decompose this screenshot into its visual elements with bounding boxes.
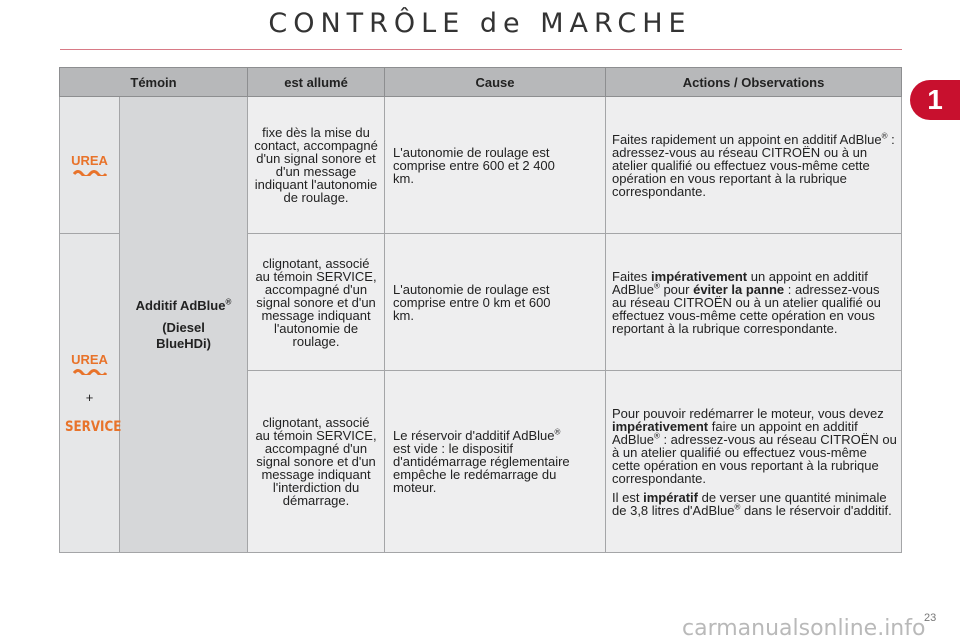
cause-text-part: Le réservoir d'additif AdBlue (393, 428, 555, 443)
page-number: 23 (924, 612, 937, 624)
urea-wave-icon (73, 367, 107, 375)
action-text-part: pour (659, 281, 694, 297)
action-text-part: Il est (612, 489, 644, 505)
action-text-part: Faites rapidement un appoint en additif AdBlue (612, 131, 882, 147)
registered-mark: ® (225, 297, 232, 307)
urea-icon-label: UREA (71, 153, 108, 168)
action-text-part: : adressez-vous au réseau CITROËN ou à un atelier qualifié ou effectuez vous-même cette opération en vous reportant à la rubrique correspondante. (612, 131, 895, 199)
cause-cell (385, 371, 606, 553)
cause-cell (385, 234, 606, 371)
action-emphasis: impérativement (651, 268, 748, 284)
condition-text: clignotant, associé au témoin SERVICE, accompagné d'un signal sonore et d'un message indiquant l'interdiction du démarrage. (255, 415, 377, 508)
condition-text: fixe dès la mise du contact, accompagné d'un signal sonore et d'un message indiquant l'autonomie de roulage. (254, 125, 378, 205)
urea-icon (71, 353, 108, 375)
watermark: carmanualsonline.info (682, 616, 926, 641)
header-actions: Actions / Observations (606, 68, 902, 97)
registered-mark: ® (653, 431, 660, 441)
action-text-part: : adressez-vous au réseau CITROËN ou à un atelier qualifié ou effectuez vous-même cette opération en vous reportant à la rubrique correspondante. (612, 281, 881, 336)
indicator-name: Additif AdBlue (135, 297, 226, 313)
title-divider (60, 49, 902, 50)
plus-sign: + (85, 389, 94, 405)
action-text-part: dans le réservoir d'additif. (740, 502, 892, 518)
header-temoin: Témoin (60, 68, 248, 97)
action-emphasis: impérativement (612, 418, 709, 434)
icon-cell-urea-service (60, 234, 120, 553)
cause-cell (385, 97, 606, 234)
action-text (612, 270, 897, 335)
action-text (612, 407, 897, 485)
urea-icon (71, 154, 108, 176)
condition-cell (248, 234, 385, 371)
registered-mark: ® (881, 131, 888, 141)
icon-cell-urea (60, 97, 120, 234)
condition-cell (248, 371, 385, 553)
action-cell (606, 234, 902, 371)
condition-cell (248, 97, 385, 234)
header-est-allume: est allumé (248, 68, 385, 97)
registered-mark: ® (734, 502, 741, 512)
action-text-secondary (612, 491, 897, 517)
action-cell (606, 371, 902, 553)
action-text (612, 133, 897, 198)
action-text-part: Faites (612, 268, 652, 284)
indicator-subtitle: (Diesel BlueHDi) (156, 319, 211, 351)
urea-wave-icon (73, 168, 107, 176)
indicator-name-cell (120, 97, 248, 553)
action-emphasis: éviter la panne (693, 281, 785, 297)
chapter-tab[interactable]: 1 (910, 80, 960, 120)
header-cause: Cause (385, 68, 606, 97)
table-row (60, 97, 902, 234)
action-text-part: : adressez-vous au réseau CITROËN ou à un atelier qualifié ou effectuez vous-même cette opération en vous reportant à la rubrique correspondante. (612, 431, 897, 486)
action-cell (606, 97, 902, 234)
service-icon: SERVICE (64, 418, 122, 435)
indicator-table (59, 67, 902, 553)
action-text-part: un appoint en additif AdBlue (612, 268, 868, 297)
cause-text: L'autonomie de roulage est comprise entre 600 et 2 400 km. (393, 144, 555, 186)
registered-mark: ® (554, 427, 561, 437)
cause-text (393, 429, 605, 494)
table-header-row (60, 68, 902, 97)
action-emphasis: impératif (643, 489, 698, 505)
cause-text: L'autonomie de roulage est comprise entre 0 km et 600 km. (393, 281, 551, 323)
action-text-part: de verser une quantité minimale de 3,8 litres d'AdBlue (612, 489, 887, 518)
urea-icon-label: UREA (71, 351, 108, 367)
registered-mark: ® (653, 281, 660, 291)
condition-text: clignotant, associé au témoin SERVICE, accompagné d'un signal sonore et d'un message indiquant l'autonomie de roulage. (255, 255, 377, 349)
action-text-part: faire un appoint en additif AdBlue (612, 418, 858, 447)
cause-text-part: est vide : le dispositif d'antidémarrage réglementaire empêche le redémarrage du moteur. (393, 441, 570, 495)
action-text-part: Pour pouvoir redémarrer le moteur, vous devez (612, 405, 884, 421)
page-title: CONTRÔLE de MARCHE (268, 8, 692, 39)
